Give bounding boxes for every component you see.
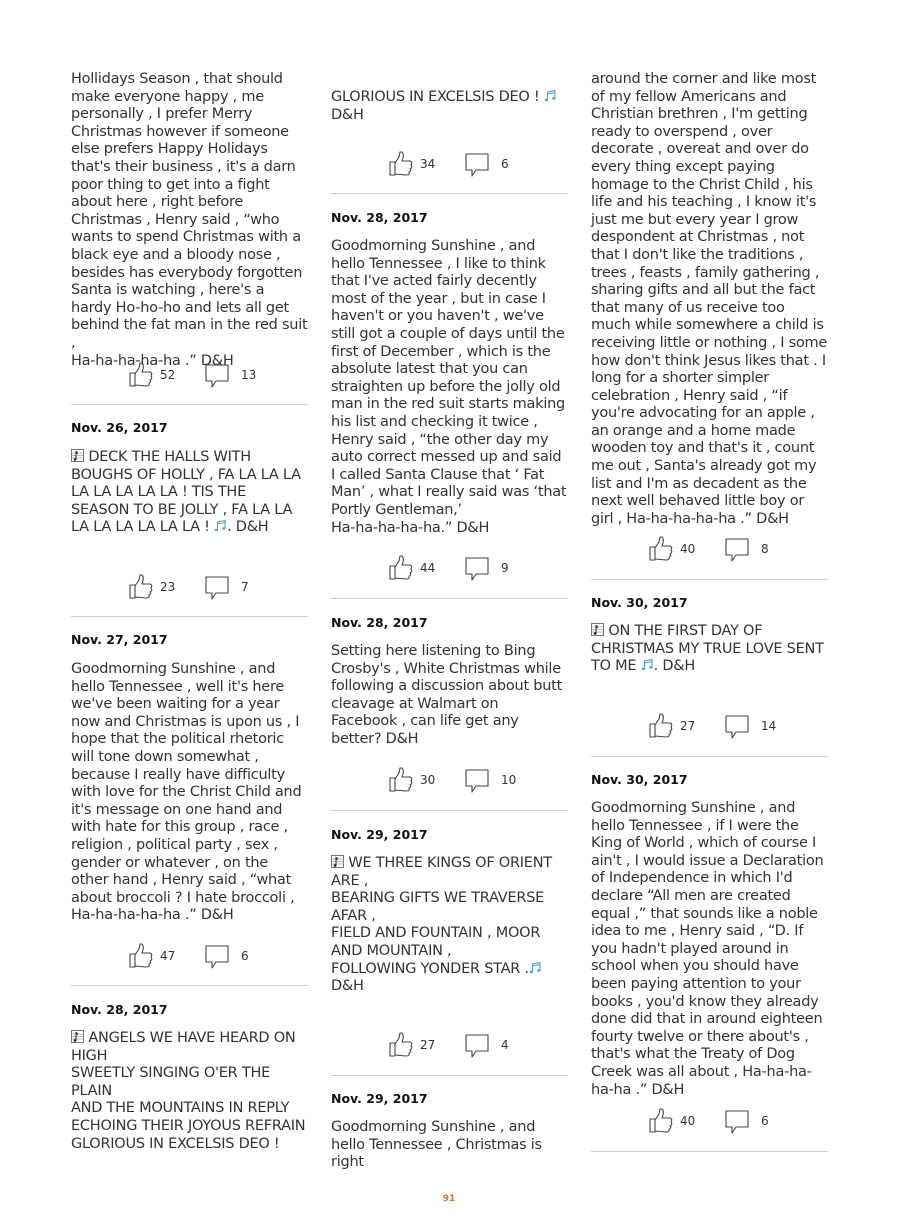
- music-notes-icon: [641, 658, 654, 671]
- comment-count: 13: [241, 368, 257, 382]
- post-date: Nov. 29, 2017: [331, 1091, 428, 1106]
- post-stats: [331, 765, 568, 795]
- post-date: Nov. 28, 2017: [71, 1002, 168, 1017]
- post-stats: [591, 711, 828, 741]
- post-stats: [331, 553, 568, 583]
- like-count: 47: [160, 949, 176, 963]
- post-divider: [591, 579, 828, 580]
- like-count: 40: [680, 1114, 696, 1128]
- thumbs-up-icon[interactable]: [388, 767, 414, 793]
- comment-count: 9: [501, 561, 509, 575]
- speech-bubble-icon[interactable]: [464, 1033, 490, 1059]
- post-stats: [591, 1106, 828, 1136]
- post-divider: [591, 1151, 828, 1152]
- comment-count: 6: [241, 949, 249, 963]
- thumbs-up-icon[interactable]: [388, 151, 414, 177]
- post-body-text: WE THREE KINGS OF ORIENT ARE , BEARING GIFTS WE TRAVERSE AFAR , FIELD AND FOUNTAIN , MOOR AND MOUNTAIN , FOLLOWING YONDER STAR .: [331, 855, 552, 977]
- post-body: Goodmorning Sunshine , and hello Tennessee , well it's here we've been waiting for a year now and Christmas is upon us , I hope that the political rhetoric will tone down somewhat , because I really have difficulty with love for the Christ Child and it's message on one hand and with hate for this group , race , religion , political party , sex , gender or whatever , on the other hand , Henry said , “what about broccoli ? I hate broccoli , Ha-ha-ha-ha-ha .” D&H: [71, 661, 302, 924]
- post-body: [591, 623, 828, 676]
- speech-bubble-icon[interactable]: [204, 944, 230, 970]
- post-stats: [331, 1030, 568, 1060]
- post-body-text: ANGELS WE HAVE HEARD ON HIGH SWEETLY SINGING O'ER THE PLAIN AND THE MOUNTAINS IN REPLY ECHOING THEIR JOYOUS REFRAIN GLORIOUS IN EXCELSIS DEO !: [71, 1030, 306, 1152]
- post-date: Nov. 26, 2017: [71, 420, 168, 435]
- post-stats: [71, 572, 308, 602]
- like-count: 23: [160, 580, 176, 594]
- post-date: Nov. 27, 2017: [71, 632, 168, 647]
- post-divider: [71, 404, 308, 405]
- like-count: 34: [420, 157, 436, 171]
- post-date: Nov. 28, 2017: [331, 210, 428, 225]
- speech-bubble-icon[interactable]: [464, 768, 490, 794]
- post-body: Goodmorning Sunshine , and hello Tennessee , Christmas is right: [331, 1119, 542, 1171]
- post-body: Hollidays Season , that should make everyone happy , me personally , I prefer Merry Christmas however if someone else prefers Happy Holidays that's their business , it's a darn poor thing to get into a fight about here , right before Christmas , Henry said , “who wants to spend Christmas with a black eye and a bloody nose , besides has everybody forgotten Santa is watching , here's a hardy Ho-ho-ho and lets all get behind the fat man in the red suit , Ha-ha-ha-ha-ha .” D&H: [71, 71, 308, 369]
- like-count: 27: [420, 1038, 436, 1052]
- post-stats: [331, 149, 568, 179]
- post-date: Nov. 30, 2017: [591, 595, 688, 610]
- speech-bubble-icon[interactable]: [204, 363, 230, 389]
- like-count: 44: [420, 561, 436, 575]
- music-score-icon: [331, 855, 344, 868]
- comment-count: 8: [761, 542, 769, 556]
- music-notes-icon: [214, 519, 227, 532]
- post-body: Goodmorning Sunshine , and hello Tennessee , I like to think that I've acted fairly decently most of the year , but in case I haven't or you haven't , we've still got a couple of days until the first of December , which is the absolute latest that you can straighten up before the jolly old man in the red suit starts making his list and checking it twice , Henry said , “the other day my auto correct messed up and said I called Santa Clause that ‘ Fat Man’ , what I really said was ‘that Portly Gentleman,’ Ha-ha-ha-ha-ha.” D&H: [331, 238, 567, 536]
- speech-bubble-icon[interactable]: [724, 537, 750, 563]
- post-date: Nov. 28, 2017: [331, 615, 428, 630]
- speech-bubble-icon[interactable]: [724, 1109, 750, 1135]
- comment-count: 14: [761, 719, 777, 733]
- thumbs-up-icon[interactable]: [388, 555, 414, 581]
- thumbs-up-icon[interactable]: [128, 574, 154, 600]
- post-date: Nov. 29, 2017: [331, 827, 428, 842]
- post-divider: [591, 756, 828, 757]
- music-score-icon: [71, 1030, 84, 1043]
- post-stats: [71, 360, 308, 390]
- speech-bubble-icon[interactable]: [724, 714, 750, 740]
- post-body-text: GLORIOUS IN EXCELSIS DEO !: [331, 89, 544, 105]
- thumbs-up-icon[interactable]: [648, 536, 674, 562]
- post-date: Nov. 30, 2017: [591, 772, 688, 787]
- music-notes-icon: [529, 961, 542, 974]
- comment-count: 6: [761, 1114, 769, 1128]
- post-body-suffix: D&H: [331, 106, 364, 123]
- thumbs-up-icon[interactable]: [648, 1108, 674, 1134]
- post-divider: [71, 985, 308, 986]
- comment-count: 7: [241, 580, 249, 594]
- speech-bubble-icon[interactable]: [464, 152, 490, 178]
- post-body: [71, 449, 308, 537]
- music-notes-icon: [544, 89, 557, 102]
- post-body: Goodmorning Sunshine , and hello Tennessee , if I were the King of World , which of course I ain't , I would issue a Declaration of Independence in which I'd declare “All men are created equal ,” that sounds like a noble idea to me , Henry said , “D. If you hadn't played around in school when you should have been paying attention to your books , you'd know they already done did that in around eighteen fourty twelve or there about's , that's what the Treaty of Dog Creek was all about , Ha-ha-ha-ha-ha .” D&H: [591, 800, 824, 1098]
- post-divider: [331, 1075, 568, 1076]
- page-number: 91: [442, 1194, 456, 1204]
- music-score-icon: [591, 623, 604, 636]
- post-divider: [331, 598, 568, 599]
- thumbs-up-icon[interactable]: [128, 943, 154, 969]
- post-divider: [71, 616, 308, 617]
- thumbs-up-icon[interactable]: [388, 1032, 414, 1058]
- post-body: [331, 89, 568, 124]
- comment-count: 4: [501, 1038, 509, 1052]
- post-body-suffix: D&H: [331, 978, 364, 995]
- like-count: 40: [680, 542, 696, 556]
- thumbs-up-icon[interactable]: [648, 713, 674, 739]
- post-body: Setting here listening to Bing Crosby's , White Christmas while following a discussion about butt cleavage at Walmart on Facebook , can life get any better? D&H: [331, 643, 563, 747]
- post-divider: [331, 810, 568, 811]
- post-body: around the corner and like most of my fellow Americans and Christian brethren , I'm getting ready to overspend , over decorate , overeat and over do every thing except paying homage to the Christ Child , his life and his teaching , I know it's just me but every year I grow despondent at Christmas , not that I don't like the traditions , trees , feasts , family gathering , sharing gifts and all but the fact that many of us receive too much while somewhere a child is receiving little or nothing , I some how don't think Jesus likes that . I long for a shorter simpler celebration , Henry said , “if you're advocating for an apple , an orange and a home made wooden toy and that's it , count me out , Santa's already got my list and I'm as decadent as the next well behaved little boy or girl , Ha-ha-ha-ha-ha .” D&H: [591, 71, 828, 527]
- music-score-icon: [71, 449, 84, 462]
- comment-count: 10: [501, 773, 517, 787]
- post-body-suffix: . D&H: [653, 658, 696, 675]
- post-body-text: DECK THE HALLS WITH BOUGHS OF HOLLY , FA LA LA LA LA LA LA LA LA ! TIS THE SEASON TO BE JOLLY , FA LA LA LA LA LA LA LA LA !: [71, 449, 301, 536]
- post-divider: [331, 193, 568, 194]
- post-body-text: ON THE FIRST DAY OF CHRISTMAS MY TRUE LOVE SENT TO ME: [591, 623, 824, 675]
- post-stats: [71, 941, 308, 971]
- speech-bubble-icon[interactable]: [464, 556, 490, 582]
- like-count: 27: [680, 719, 696, 733]
- like-count: 30: [420, 773, 436, 787]
- post-body: [71, 1030, 308, 1153]
- speech-bubble-icon[interactable]: [204, 575, 230, 601]
- like-count: 52: [160, 368, 176, 382]
- thumbs-up-icon[interactable]: [128, 362, 154, 388]
- post-stats: [591, 534, 828, 564]
- post-body-suffix: . D&H: [227, 519, 269, 536]
- comment-count: 6: [501, 157, 509, 171]
- post-body: [331, 855, 568, 996]
